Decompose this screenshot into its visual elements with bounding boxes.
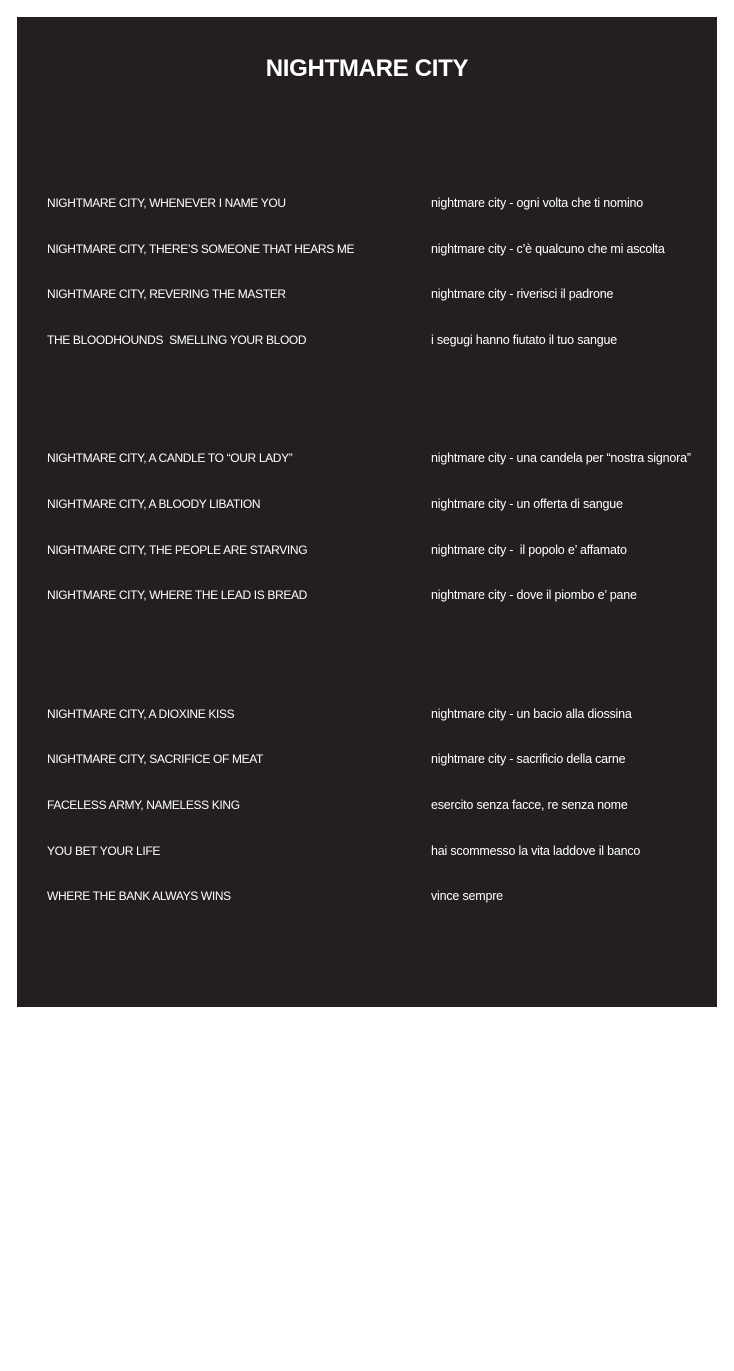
lyric-line: YOU BET YOUR LIFE: [47, 843, 160, 858]
lyric-line: nightmare city - ogni volta che ti nomino: [431, 196, 644, 210]
lyric-line: esercito senza facce, re senza nome: [431, 797, 628, 812]
english-stanza: [47, 979, 354, 1326]
lyric-line: NIGHTMARE CITY, WHENEVER I NAME YOU: [47, 196, 286, 210]
lyric-line: NIGHTMARE CITY, REVERING THE MASTER: [47, 287, 286, 302]
english-stanza: [47, 167, 354, 377]
lyric-line: NIGHTMARE CITY, THERE’S SOMEONE THAT HEARS ME: [47, 241, 355, 256]
lyric-line: oppure puoi provare a prender sonno: [431, 1190, 631, 1205]
lyric-line: nightmare city - c’è qualcuno che mi ascolta: [431, 241, 665, 256]
lyric-line: nightmare city - riverisci il padrone: [431, 287, 614, 302]
lyric-line: puoi provare a chiederlo al vento: [431, 1098, 606, 1113]
lyric-line: “sotto la cenere il fuoco vive ancora”: [431, 1281, 625, 1296]
italian-stanza: [431, 979, 691, 1326]
lyric-line: nightmare city - una candela per “nostra signora”: [431, 451, 691, 466]
italian-stanza: [431, 167, 691, 377]
lyric-line: “UNDER THE ASHES THE FIRE STILL LIVES”: [47, 1281, 285, 1296]
italian-lyrics: [431, 139, 691, 1371]
lyric-line: i segugi hanno fiutato il tuo sangue: [431, 332, 618, 347]
lyric-line: THAT BLOWS DRUNK TROUGH THE STREETS: [47, 1144, 302, 1159]
lyric-line: YOU COULD TRY TO ASK THE WIND: [47, 1098, 247, 1113]
english-stanza: [47, 678, 354, 934]
lyric-line: che ubriaco soffia nelle strade: [431, 1144, 591, 1159]
lyric-line: e nella tua mente provare a ripetere:: [431, 1235, 629, 1250]
lyric-line: FACELESS ARMY, NAMELESS KING: [47, 797, 240, 812]
lyric-line: YOU COULD GET DOWN ON YOUR KNEES: [47, 1007, 280, 1022]
lyric-line: nightmare city - il popolo e’ affamato: [431, 542, 627, 557]
lyrics-page: [17, 17, 717, 1296]
lyric-line: NIGHTMARE CITY, A DIOXINE KISS: [47, 706, 235, 721]
lyric-line: hai scommesso la vita laddove il banco: [431, 843, 641, 858]
italian-stanza: [431, 678, 691, 934]
lyric-line: NIGHTMARE CITY, WHERE THE LEAD IS BREAD: [47, 588, 307, 603]
lyric-line: puoi buttarti in ginocchio: [431, 1007, 561, 1022]
lyric-line: WHERE THE BANK ALWAYS WINS: [47, 889, 231, 904]
lyric-line: vince sempre: [431, 889, 503, 904]
english-lyrics: [47, 139, 354, 1371]
lyric-line: nightmare city - dove il piombo e’ pane: [431, 588, 637, 603]
lyric-line: AND IN YOUR MIND TRY TO REPEAT:: [47, 1235, 248, 1250]
lyric-line: OR YOU COULD TRY TO FALL ASLEEP: [47, 1190, 256, 1205]
lyric-line: NIGHTMARE CITY, THE PEOPLE ARE STARVING: [47, 542, 308, 557]
italian-stanza: [431, 422, 691, 632]
english-stanza: [47, 422, 354, 632]
lyric-line: THE BLOODHOUNDS SMELLING YOUR BLOOD: [47, 332, 307, 347]
page-title: NIGHTMARE CITY: [265, 55, 469, 82]
lyric-line: nightmare city - sacrificio della carne: [431, 752, 626, 767]
lyric-line: e cercare tra i tuoi peccati: [431, 1053, 569, 1068]
lyric-line: NIGHTMARE CITY, SACRIFICE OF MEAT: [47, 752, 264, 767]
lyric-line: AND SEARCH BETWEEN YOUR SINS: [47, 1053, 248, 1068]
lyric-line: NIGHTMARE CITY, A BLOODY LIBATION: [47, 496, 261, 511]
lyric-line: nightmare city - un bacio alla diossina: [431, 706, 632, 721]
lyric-line: nightmare city - un offerta di sangue: [431, 496, 623, 511]
lyric-line: NIGHTMARE CITY, A CANDLE TO “OUR LADY”: [47, 451, 293, 466]
